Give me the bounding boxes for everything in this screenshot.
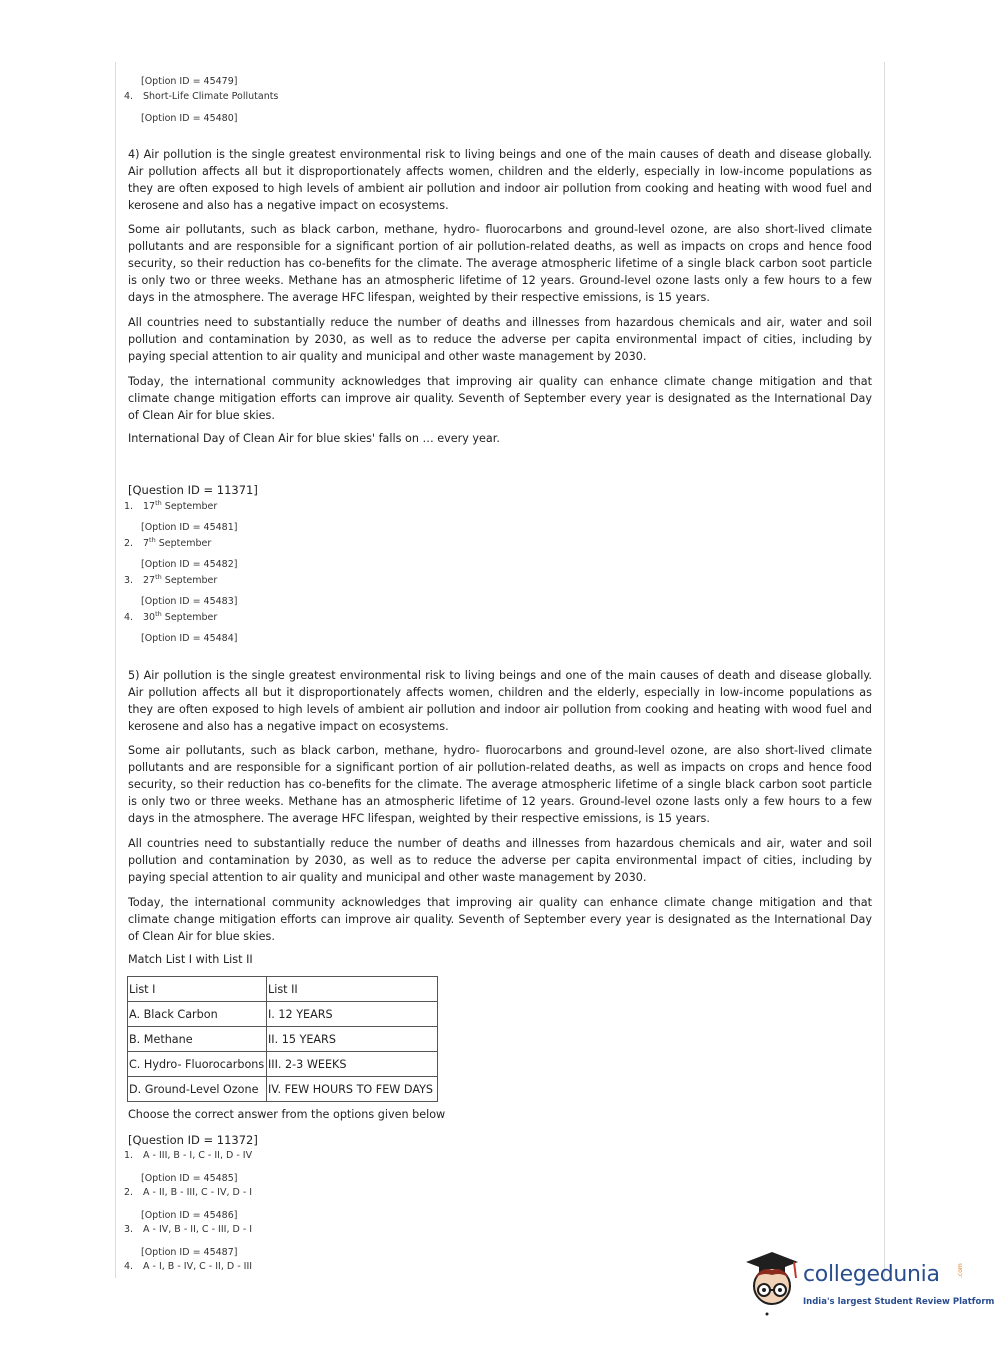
brand-name[interactable]: collegedunia bbox=[803, 1262, 940, 1287]
option-id: [Option ID = 45483] bbox=[141, 596, 238, 607]
option-day: 27 bbox=[143, 575, 156, 587]
option-number: 1. bbox=[124, 501, 134, 513]
brand-domain: .com bbox=[957, 1263, 964, 1278]
table-row bbox=[128, 1002, 438, 1027]
option-id: [Option ID = 45487] bbox=[141, 1247, 238, 1258]
option-day: 30 bbox=[143, 612, 156, 624]
q4-option-2[interactable] bbox=[124, 536, 211, 549]
option-number: 4. bbox=[124, 612, 134, 624]
q4-paragraph-1: 4) Air pollution is the single greatest environmental risk to living beings and one of the main causes of death and disease globally. Air pollution affects all but it disproportionately affects women, children and the elderly, especially in low-income populations as they are often exposed to high levels of ambient air pollution and indoor air pollution from cooking and heating with wood fuel and kerosene and also has a negative impact on ecosystems. bbox=[128, 148, 872, 212]
match-table bbox=[127, 976, 438, 1102]
q5-instruction: Choose the correct answer from the options given below bbox=[128, 1108, 446, 1121]
table-cell: III. 2-3 WEEKS bbox=[267, 1052, 438, 1077]
option-text: A - IV, B - II, C - III, D - I bbox=[143, 1224, 253, 1235]
option-number: 2. bbox=[124, 538, 134, 550]
page-border-right bbox=[884, 62, 885, 1278]
option-id: [Option ID = 45480] bbox=[141, 113, 238, 124]
option-day: 7 bbox=[143, 538, 150, 550]
option-text: A - I, B - IV, C - II, D - III bbox=[143, 1261, 253, 1272]
q5-paragraph-1: 5) Air pollution is the single greatest environmental risk to living beings and one of the main causes of death and disease globally. Air pollution affects all but it disproportionately affects women, children and the elderly, especially in low-income populations as they are often exposed to high levels of ambient air pollution and indoor air pollution from cooking and heating with wood fuel and kerosene and also has a negative impact on ecosystems. bbox=[128, 669, 872, 733]
option-item[interactable] bbox=[124, 91, 278, 102]
table-header: List I bbox=[128, 977, 267, 1002]
q5-paragraph-3: All countries need to substantially reduce the number of deaths and illnesses from hazardous chemicals and air, water and soil pollution and contamination by 2030, as well as to reduce the adverse per capita environmental impact of cities, including by paying special attention to air quality and municipal and other waste management by 2030. bbox=[128, 837, 872, 884]
option-sup: th bbox=[149, 536, 156, 544]
table-cell: I. 12 YEARS bbox=[267, 1002, 438, 1027]
table-row bbox=[128, 977, 438, 1002]
option-sup: th bbox=[155, 573, 162, 581]
option-text: A - III, B - I, C - II, D - IV bbox=[143, 1150, 253, 1161]
table-row bbox=[128, 1077, 438, 1102]
option-number: 3. bbox=[124, 1224, 134, 1235]
q5-question-id: [Question ID = 11372] bbox=[128, 1133, 258, 1147]
option-number: 4. bbox=[124, 91, 134, 102]
q4-paragraph-3: All countries need to substantially reduce the number of deaths and illnesses from hazardous chemicals and air, water and soil pollution and contamination by 2030, as well as to reduce the adverse per capita environmental impact of cities, including by paying special attention to air quality and municipal and other waste management by 2030. bbox=[128, 316, 872, 363]
table-cell: A. Black Carbon bbox=[128, 1002, 267, 1027]
table-cell: IV. FEW HOURS TO FEW DAYS bbox=[267, 1077, 438, 1102]
table-header: List II bbox=[267, 977, 438, 1002]
option-month: September bbox=[161, 575, 218, 587]
q5-option-1[interactable] bbox=[124, 1150, 252, 1161]
q4-question: International Day of Clean Air for blue skies' falls on … every year. bbox=[128, 432, 500, 445]
q5-paragraph-4: Today, the international community acknowledges that improving air quality can enhance climate change mitigation and that climate change mitigation efforts can improve air quality. Seventh of September every year is designated as the International Day of Clean Air for blue skies. bbox=[128, 896, 872, 943]
table-row bbox=[128, 1052, 438, 1077]
option-number: 4. bbox=[124, 1261, 134, 1272]
option-month: September bbox=[155, 538, 212, 550]
option-id: [Option ID = 45485] bbox=[141, 1173, 238, 1184]
option-month: September bbox=[161, 501, 218, 513]
q4-option-3[interactable] bbox=[124, 573, 217, 586]
option-sup: th bbox=[155, 499, 162, 507]
option-number: 1. bbox=[124, 1150, 134, 1161]
option-number: 3. bbox=[124, 575, 134, 587]
option-id: [Option ID = 45482] bbox=[141, 559, 238, 570]
q5-option-2[interactable] bbox=[124, 1187, 252, 1198]
table-cell: II. 15 YEARS bbox=[267, 1027, 438, 1052]
option-number: 2. bbox=[124, 1187, 134, 1198]
option-sup: th bbox=[155, 610, 162, 618]
option-day: 17 bbox=[143, 501, 156, 513]
option-id: [Option ID = 45486] bbox=[141, 1210, 238, 1221]
q5-option-3[interactable] bbox=[124, 1224, 252, 1235]
q4-paragraph-2: Some air pollutants, such as black carbon, methane, hydro- fluorocarbons and ground-level ozone, are also short-lived climate pollutants and are responsible for a significant portion of air pollution-related deaths, as well as impacts on crops and hence food security, so their reduction has co-benefits for the climate. The average atmospheric lifetime of a single black carbon soot particle is only two or three weeks. Methane has an atmospheric lifetime of 12 years. Ground-level ozone lasts only a few hours to a few days in the atmosphere. The average HFC lifespan, weighted by their respective emissions, is 15 years. bbox=[128, 223, 872, 304]
page-border-left bbox=[115, 62, 116, 1278]
option-month: September bbox=[161, 612, 218, 624]
q4-option-1[interactable] bbox=[124, 499, 217, 512]
match-title: Match List I with List II bbox=[128, 953, 253, 966]
q5-option-4[interactable] bbox=[124, 1261, 252, 1272]
table-cell: C. Hydro- Fluorocarbons bbox=[128, 1052, 267, 1077]
q4-question-id: [Question ID = 11371] bbox=[128, 483, 258, 497]
table-cell: D. Ground-Level Ozone bbox=[128, 1077, 267, 1102]
q4-option-4[interactable] bbox=[124, 610, 217, 623]
q4-paragraph-4: Today, the international community acknowledges that improving air quality can enhance climate change mitigation and that climate change mitigation efforts can improve air quality. Seventh of September every year is designated as the International Day of Clean Air for blue skies. bbox=[128, 375, 872, 422]
option-id: [Option ID = 45481] bbox=[141, 522, 238, 533]
option-text: Short-Life Climate Pollutants bbox=[143, 91, 279, 102]
table-cell: B. Methane bbox=[128, 1027, 267, 1052]
option-id: [Option ID = 45484] bbox=[141, 633, 238, 644]
option-id: [Option ID = 45479] bbox=[141, 76, 238, 87]
table-row bbox=[128, 1027, 438, 1052]
option-text: A - II, B - III, C - IV, D - I bbox=[143, 1187, 253, 1198]
brand-tagline: India's largest Student Review Platform bbox=[803, 1297, 995, 1307]
q5-paragraph-2: Some air pollutants, such as black carbon, methane, hydro- fluorocarbons and ground-level ozone, are also short-lived climate pollutants and are responsible for a significant portion of air pollution-related deaths, as well as impacts on crops and hence food security, so their reduction has co-benefits for the climate. The average atmospheric lifetime of a single black carbon soot particle is only two or three weeks. Methane has an atmospheric lifetime of 12 years. Ground-level ozone lasts only a few hours to a few days in the atmosphere. The average HFC lifespan, weighted by their respective emissions, is 15 years. bbox=[128, 744, 872, 825]
